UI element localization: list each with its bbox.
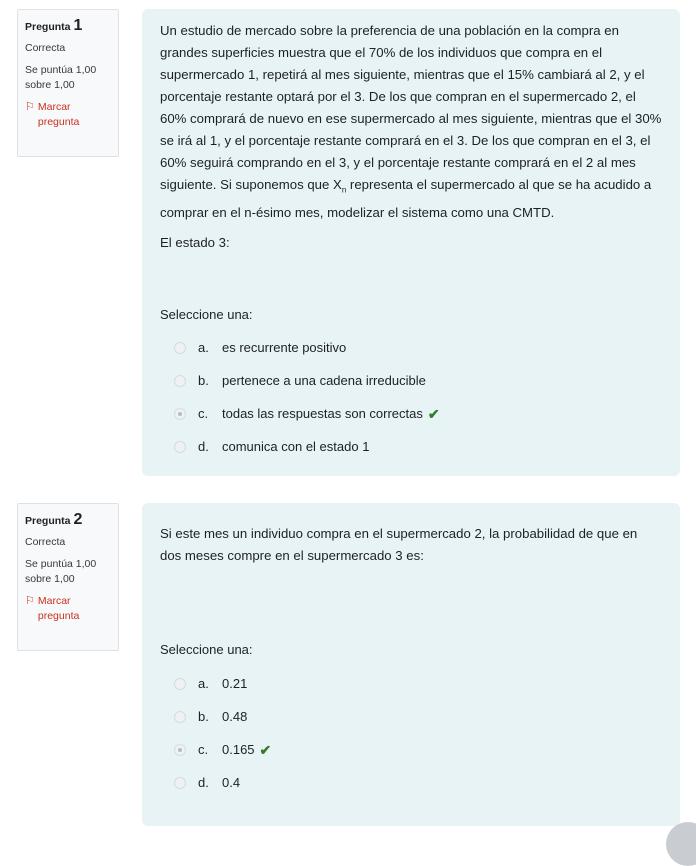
answer-text: 0.48 — [222, 708, 248, 724]
question-text: Un estudio de mercado sobre la preferencia de una población en la compra en grandes superficies muestra que el 70% de los individuos que compra en el supermercado 1, repetirá al mes siguiente, mientras que el 15% cambiará al 2, y el porcentaje restante optará por el 3. De los que compran en el supermercado 2, el 60% comprará de nuevo en ese supermercado al mes siguiente, mientras que el 30% se irá al 1, y el porcentaje restante comprará en el 3. De los que compran en el 3, el 60% seguirá comprando en el 3, y el porcentaje restante comprará en el 2 al mes siguiente. Si suponemos que $X_n$ representa el supermercado al que se ha acudido a comprar en el n-ésimo mes, modelizar el sistema como una CMTD. — [160, 23, 662, 220]
radio-button[interactable] — [174, 744, 186, 756]
question-number: 2 — [73, 511, 83, 528]
radio-button[interactable] — [174, 342, 186, 354]
question-1-number — [25, 18, 111, 35]
subquestion-text: El estado 3: — [160, 234, 230, 250]
answer-option-a[interactable] — [160, 332, 662, 365]
answer-letter: d. — [198, 439, 209, 455]
scroll-to-top-button[interactable] — [666, 822, 696, 866]
question-grade: Se puntúa 1,00 sobre 1,00 — [25, 558, 97, 585]
select-prompt: Seleccione una: — [160, 306, 253, 322]
answer-letter: c. — [198, 741, 209, 757]
answer-letter: b. — [198, 708, 209, 724]
question-state: Correcta — [25, 536, 66, 548]
radio-button[interactable] — [174, 678, 186, 690]
question-1-info — [17, 9, 119, 157]
answer-option-d[interactable] — [160, 766, 662, 799]
answer-text: es recurrente positivo — [222, 340, 347, 356]
flag-label: Marcar pregunta — [37, 595, 80, 622]
question-label: Pregunta — [25, 21, 71, 33]
question-grade: Se puntúa 1,00 sobre 1,00 — [25, 64, 97, 91]
answer-list — [160, 667, 662, 799]
answer-letter: b. — [198, 373, 209, 389]
flag-icon: ⚐ — [25, 595, 35, 607]
question-text: Si este mes un individuo compra en el supermercado 2, la probabilidad de que en dos meses compre en el supermercado 3 es: — [160, 526, 638, 563]
check-icon: ✔ — [427, 406, 440, 423]
radio-button[interactable] — [174, 711, 186, 723]
answer-letter: a. — [198, 675, 209, 691]
answer-option-c[interactable] — [160, 733, 662, 766]
answer-text: 0.21 — [222, 675, 248, 691]
question-2-info — [17, 503, 119, 651]
question-label: Pregunta — [25, 515, 71, 527]
answer-option-c[interactable] — [160, 398, 662, 431]
answer-letter: d. — [198, 774, 209, 790]
radio-button[interactable] — [174, 375, 186, 387]
radio-button[interactable] — [174, 441, 186, 453]
answer-text: todas las respuestas son correctas — [222, 406, 423, 422]
question-1-content — [142, 9, 680, 476]
answer-text: 0.4 — [222, 774, 241, 790]
answer-text: comunica con el estado 1 — [222, 439, 370, 455]
radio-button[interactable] — [174, 777, 186, 789]
flag-question-link[interactable] — [25, 594, 111, 624]
answer-text: pertenece a una cadena irreducible — [222, 373, 426, 389]
flag-label: Marcar pregunta — [37, 101, 80, 128]
answer-letter: a. — [198, 340, 209, 356]
flag-question-link[interactable] — [25, 100, 111, 130]
question-state: Correcta — [25, 42, 66, 54]
select-prompt: Seleccione una: — [160, 642, 253, 657]
question-number: 1 — [73, 17, 83, 34]
answer-option-b[interactable] — [160, 700, 662, 733]
answer-list — [160, 332, 662, 464]
answer-option-a[interactable] — [160, 667, 662, 700]
check-icon: ✔ — [259, 741, 272, 758]
answer-letter: c. — [198, 406, 209, 422]
answer-option-b[interactable] — [160, 365, 662, 398]
flag-icon: ⚐ — [25, 101, 35, 113]
radio-button[interactable] — [174, 408, 186, 420]
answer-option-d[interactable] — [160, 431, 662, 464]
question-2-number — [25, 512, 111, 529]
question-2-content — [142, 503, 680, 826]
answer-text: 0.165 — [222, 741, 255, 757]
